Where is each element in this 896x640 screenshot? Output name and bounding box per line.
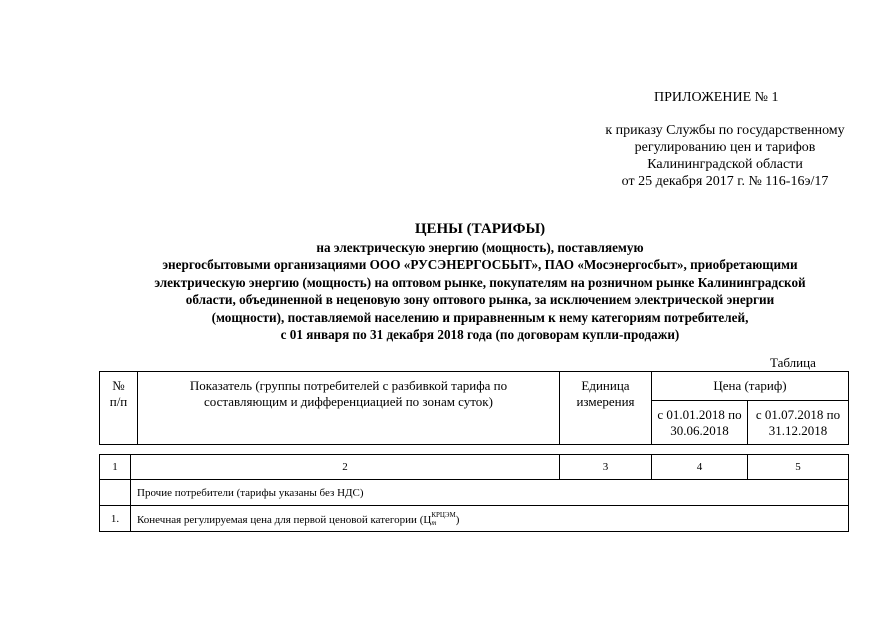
- price-symbol-superscript: КРЦЭМ: [431, 510, 456, 519]
- header-price: Цена (тариф): [652, 372, 849, 401]
- appendix-title: ПРИЛОЖЕНИЕ № 1: [654, 90, 779, 105]
- row-num: 1.: [100, 506, 131, 532]
- heading-line: с 01 января по 31 декабря 2018 года (по договорам купли-продажи): [280, 327, 680, 343]
- header-indicator: Показатель (группы потребителей с разбивкой тарифа по составляющим и дифференциацией по зонам суток): [138, 372, 560, 445]
- order-line: Калининградской области: [647, 157, 803, 172]
- order-reference: [560, 122, 890, 190]
- table-label: Таблица: [770, 355, 816, 370]
- price-symbol-subscript: m: [431, 518, 437, 527]
- order-line: регулированию цен и тарифов: [634, 140, 816, 155]
- column-number: 5: [748, 455, 849, 480]
- row-text: Прочие потребители (тарифы указаны без НДС): [131, 480, 849, 506]
- row-num: [100, 480, 131, 506]
- order-line: к приказу Службы по государственному: [605, 123, 845, 138]
- header-period-2: с 01.07.2018 по 31.12.2018: [748, 401, 849, 445]
- header-period-1: с 01.01.2018 по 30.06.2018: [652, 401, 748, 445]
- column-number: 2: [131, 455, 560, 480]
- heading-line: энергосбытовыми организациями ООО «РУСЭНЕРГОСБЫТ», ПАО «Мосэнергосбыт», приобретающими: [162, 257, 798, 273]
- order-date-line: от 25 декабря 2017 г. № 116-16э/17: [621, 174, 829, 189]
- heading-line: на электрическую энергию (мощность), поставляемую: [316, 240, 644, 255]
- heading-line: (мощности), поставляемой населению и приравненным к нему категориям потребителей,: [211, 309, 749, 325]
- column-number-row: [100, 455, 849, 480]
- row-text: [131, 506, 849, 532]
- document-title: ЦЕНЫ (ТАРИФЫ): [414, 221, 546, 237]
- heading-line: электрическую энергию (мощность) на оптовом рынке, покупателям на розничном рынке Калининградской: [154, 274, 806, 290]
- tariff-table-header: [99, 371, 849, 445]
- row-text-end: ): [455, 513, 460, 526]
- column-number: 3: [560, 455, 652, 480]
- column-number: 1: [100, 455, 131, 480]
- column-number: 4: [652, 455, 748, 480]
- heading-line: области, объединенной в неценовую зону оптового рынка, за исключением электрической энергии: [185, 292, 775, 308]
- table-row: [100, 506, 849, 532]
- header-num: № п/п: [100, 372, 138, 445]
- tariff-table-body: [99, 454, 849, 532]
- price-symbol-scripts: [431, 511, 455, 527]
- header-unit: Единица измерения: [560, 372, 652, 445]
- document-heading: [90, 220, 870, 343]
- row-text-main: Конечная регулируемая цена для первой ценовой категории (Ц: [137, 513, 432, 526]
- table-row: [100, 480, 849, 506]
